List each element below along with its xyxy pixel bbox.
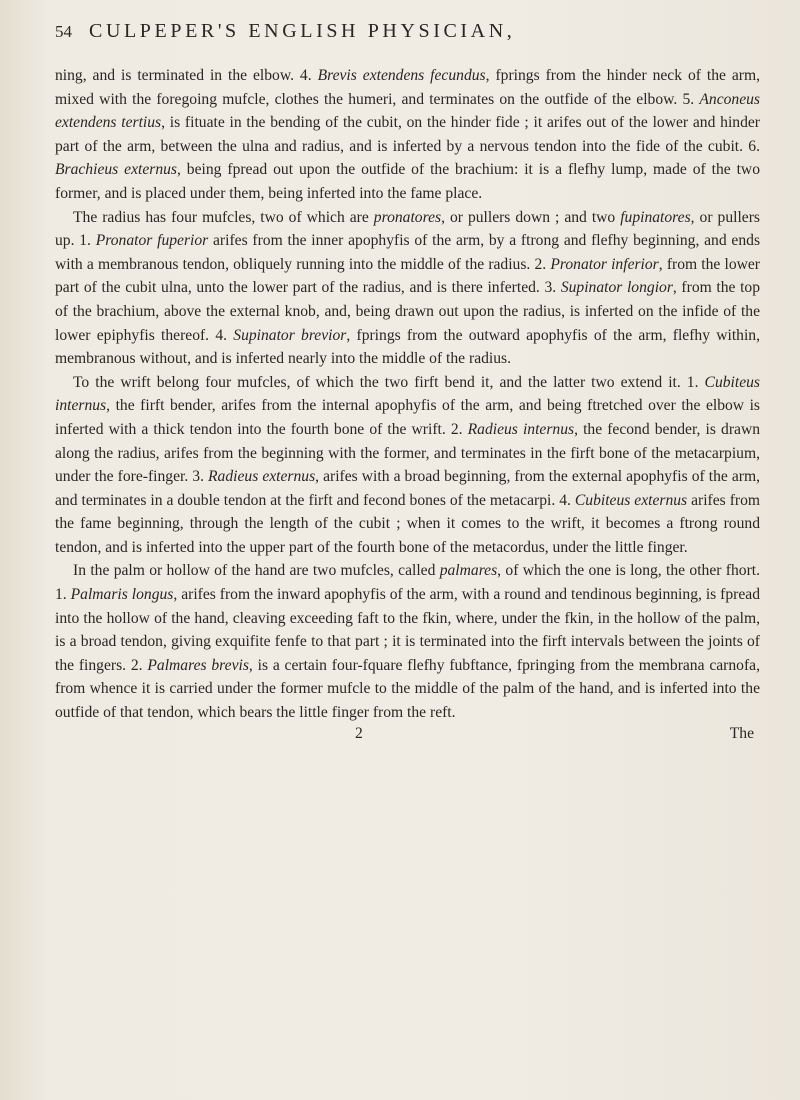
muscle-name: Supinator brevior — [233, 326, 347, 344]
paragraph — [55, 64, 760, 206]
page-footer — [55, 725, 760, 743]
text-run: To the wrift belong four mufcles, of which the two firft bend it, and the latter two extend it. 1. — [73, 373, 705, 391]
paragraph — [55, 206, 760, 371]
paragraph — [55, 371, 760, 560]
text-run: , fprings from the outward apophyfis of the arm, flefhy within, membranous without, and is inferted nearly into the middle of the radius. — [55, 326, 760, 368]
muscle-name: Anconeus extendens tertius — [55, 90, 760, 132]
text-run: , from the top of the brachium, above the external knob, and, being drawn out upon the radius, is inferted on the infide of the lower epiphyfis thereof. 4. — [55, 279, 760, 344]
text-run: arifes from the fame beginning, through the length of the cubit ; when it comes to the wrift, it becomes a ftrong round tendon, and is inferted into the upper part of the fourth bone of the metacordus, under the little finger. — [55, 491, 761, 556]
muscle-name: Cubiteus internus — [55, 373, 760, 415]
signature-mark: 2 — [355, 724, 363, 742]
text-run: The radius has four mufcles, two of which are — [73, 208, 374, 226]
text-run: , arifes from the inward apophyfis of the arm, with a round and tendinous beginning, is fpread into the hollow of the hand, cleaving exceeding faft to the fkin, where, under the fkin, in the hollow of the palm, is a broad tendon, giving exquifite fenfe to that part ; it is terminated into the firft intervals between the joints of the fingers. 2. — [55, 586, 760, 674]
muscle-name: Cubiteus externus — [574, 491, 688, 509]
body-text — [55, 64, 760, 725]
muscle-name: Radieus externus — [208, 468, 316, 486]
text-run: In the palm or hollow of the hand are two mufcles, called — [73, 562, 440, 580]
text-run: , is fituate in the bending of the cubit, on the hinder fide ; it arifes out of the lower and hinder part of the arm, between the ulna and radius, and is inferted by a nervous tendon into the fide of the cubit. 6. — [55, 114, 760, 155]
text-run: , of which the one is long, the other fhort. 1. — [55, 562, 760, 604]
text-run: , or pullers down ; and two — [441, 208, 621, 226]
paragraph — [55, 559, 760, 724]
muscle-name: Palmares brevis — [147, 656, 249, 674]
muscle-name: palmares — [439, 562, 498, 580]
muscle-name: fupinatores — [620, 208, 691, 226]
text-run: , fprings from the hinder neck of the arm, mixed with the foregoing mufcle, clothes the humeri, and terminates on the outfide of the elbow. 5. — [55, 67, 760, 108]
muscle-name: Brachieus externus — [55, 161, 177, 179]
text-run: arifes from the inner apophyfis of the arm, by a ftrong and flefhy beginning, and ends with a membranous tendon, obliquely running into the middle of the radius. 2. — [55, 232, 761, 273]
text-run: , being fpread out upon the outfide of the brachium: it is a flefhy lump, made of the two former, and is placed under them, being inferted into the fame place. — [55, 161, 760, 202]
text-run: , the fecond bender, is drawn along the radius, arifes from the beginning with the former, and terminates in the firft bone of the metacarpium, under the fore-finger. 3. — [55, 420, 761, 486]
text-run: , is a certain four-fquare flefhy fubftance, fpringing from the membrana carnofa, from whence it is carried under the former mufcle to the middle of the palm of the hand, and is inferted into the outfide of that tendon, which bears the little finger from the reft. — [55, 656, 760, 722]
muscle-name: Pronator inferior — [550, 255, 659, 273]
muscle-name: Pronator fuperior — [95, 232, 209, 250]
text-run: , from the lower part of the cubit ulna, unto the lower part of the radius, and is there inferted. 3. — [55, 255, 760, 297]
muscle-name: Brevis extendens fecundus — [317, 67, 486, 84]
muscle-name: pronatores — [373, 208, 442, 226]
muscle-name: Palmaris longus — [70, 586, 174, 604]
muscle-name: Supinator longior — [560, 279, 673, 297]
page-number: 54 — [55, 22, 72, 41]
text-run: , arifes with a broad beginning, from the external apophyfis of the arm, and terminates in a double tendon at the firft and fecond bones of the metacarpi. 4. — [55, 468, 760, 509]
text-run: , the firft bender, arifes from the internal apophyfis of the arm, and being ftretched over the elbow is inferted with a thick tendon into the fourth bone of the wrift. 2. — [55, 397, 760, 438]
text-run: ning, and is terminated in the elbow. 4. — [55, 67, 318, 84]
muscle-name: Radieus internus — [467, 420, 575, 438]
running-title: CULPEPER'S ENGLISH PHYSICIAN, — [89, 20, 516, 42]
text-run: , or pullers up. 1. — [55, 208, 760, 250]
catchword: The — [729, 724, 754, 742]
running-head — [55, 20, 760, 54]
